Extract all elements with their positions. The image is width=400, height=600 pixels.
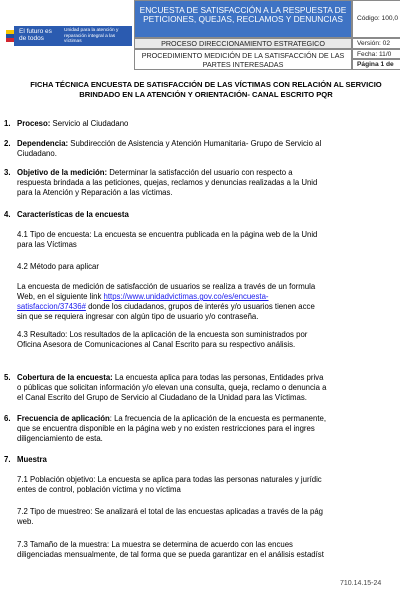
header-code: Código: 100,0 (352, 0, 400, 38)
section-label: Cobertura de la encuesta: (17, 373, 113, 382)
section-text: La encuesta de medición de satisfacción de usuarios se realiza a través de un formula (17, 282, 316, 291)
section-text: : La frecuencia de la aplicación de la encuesta es permanente, (109, 414, 327, 423)
section-text: entes de control, población víctima y no víctima (17, 485, 181, 494)
section-label: Dependencia: (17, 139, 69, 148)
header-title: ENCUESTA DE SATISFACCIÓN A LA RESPUESTA DE PETICIONES, QUEJAS, RECLAMOS Y DENUNCIAS (134, 0, 352, 38)
section-text: respuesta brindada a las peticiones, quejas, reclamos y denuncias realizadas a la Unid (17, 178, 318, 187)
section-text: 4.1 Tipo de encuesta: La encuesta se encuentra publicada en la página web de la Unid (17, 230, 318, 239)
logo-secondary-text: Unidad para la atención y reparación integral a las víctimas (62, 27, 132, 46)
section-number: 4. (4, 210, 11, 219)
footer-code: 710.14.15-24 (340, 580, 382, 587)
document-header (0, 0, 400, 70)
section-number: 3. (4, 168, 11, 177)
section-text: o públicas que solicitan información y/o elevan una consulta, queja, reclamo o denuncia a (17, 383, 327, 392)
section-number: 6. (4, 414, 11, 423)
colombia-flag-icon (6, 30, 14, 42)
section-text: diligenciadas mensualmente, de tal forma que se pueda garantizar en el análisis estadíst (17, 550, 324, 559)
document-title-line: FICHA TÉCNICA ENCUESTA DE SATISFACCIÓN DE LAS VÍCTIMAS CON RELACIÓN AL SERVICIO (30, 80, 382, 89)
logo-primary-text: El futuro es de todos (17, 27, 61, 43)
document-title-line: BRINDADO EN LA ATENCIÓN Y ORIENTACIÓN- CANAL ESCRITO PQR (79, 90, 333, 99)
logo-block (0, 0, 134, 70)
section-label: Objetivo de la medición: (17, 168, 108, 177)
header-page: Página 1 de (352, 59, 400, 70)
section-text: 7.3 Tamaño de la muestra: La muestra se determina de acuerdo con las encues (17, 540, 293, 549)
header-date: Fecha: 11/0 (352, 49, 400, 59)
section-text: sin que se requiera ingresar con algún tipo de usuario y/o contraseña. (17, 312, 259, 321)
section-text: diligenciamiento de esta. (17, 434, 103, 443)
section-label: Frecuencia de aplicación (17, 414, 110, 423)
document-title (6, 80, 400, 100)
section-label: Características de la encuesta (17, 210, 129, 219)
section-text: para las Víctimas (17, 240, 77, 249)
section-text: donde los ciudadanos, grupos de interés y/o usuarios tienen acce (85, 302, 315, 311)
section-text: web. (17, 517, 34, 526)
section-label: Proceso: (17, 119, 51, 128)
section-text: Web, en el siguiente link (17, 292, 104, 301)
section-text: Ciudadano. (17, 149, 57, 158)
survey-link[interactable]: https://www.unidadvictimas.gov.co/es/encuesta- (103, 292, 269, 301)
section-text: para la Atención y Reparación a las víctimas. (17, 188, 173, 197)
section-label: Muestra (17, 455, 47, 464)
section-text: 4.2 Método para aplicar (17, 262, 99, 271)
section-number: 2. (4, 139, 11, 148)
section-text: el Canal Escrito del Grupo de Servicio al Ciudadano de la Unidad para las Víctimas. (17, 393, 307, 402)
section-text: La encuesta aplica para todas las personas, Entidades priva (112, 373, 324, 382)
section-number: 1. (4, 119, 11, 128)
header-version: Versión: 02 (352, 38, 400, 49)
header-process: PROCESO DIRECCIONAMIENTO ESTRATEGICO (134, 38, 352, 49)
section-text: 4.3 Resultado: Los resultados de la aplicación de la encuesta son suministrados por (17, 330, 308, 339)
section-text: Oficina Asesora de Comunicaciones al Canal Escrito para su respectivo análisis. (17, 340, 296, 349)
section-text: Determinar la satisfacción del usuario con respecto a (107, 168, 293, 177)
section-text: 7.1 Población objetivo: La encuesta se aplica para todas las personas naturales y jurídic (17, 475, 322, 484)
section-text: Servicio al Ciudadano (50, 119, 129, 128)
section-number: 7. (4, 455, 11, 464)
header-procedure: PROCEDIMIENTO MEDICIÓN DE LA SATISFACCIÓN DE LAS PARTES INTERESADAS (134, 49, 352, 70)
section-text: 7.2 Tipo de muestreo: Se analizará el total de las encuestas aplicadas a través de la pág (17, 507, 324, 516)
survey-link[interactable]: satisfaccion/37436# (17, 302, 86, 311)
section-text: que se encuentra disponible en la página web y no existen restricciones para el ingres (17, 424, 315, 433)
section-number: 5. (4, 373, 11, 382)
section-text: Subdirección de Asistencia y Atención Humanitaria- Grupo de Servicio al (68, 139, 322, 148)
